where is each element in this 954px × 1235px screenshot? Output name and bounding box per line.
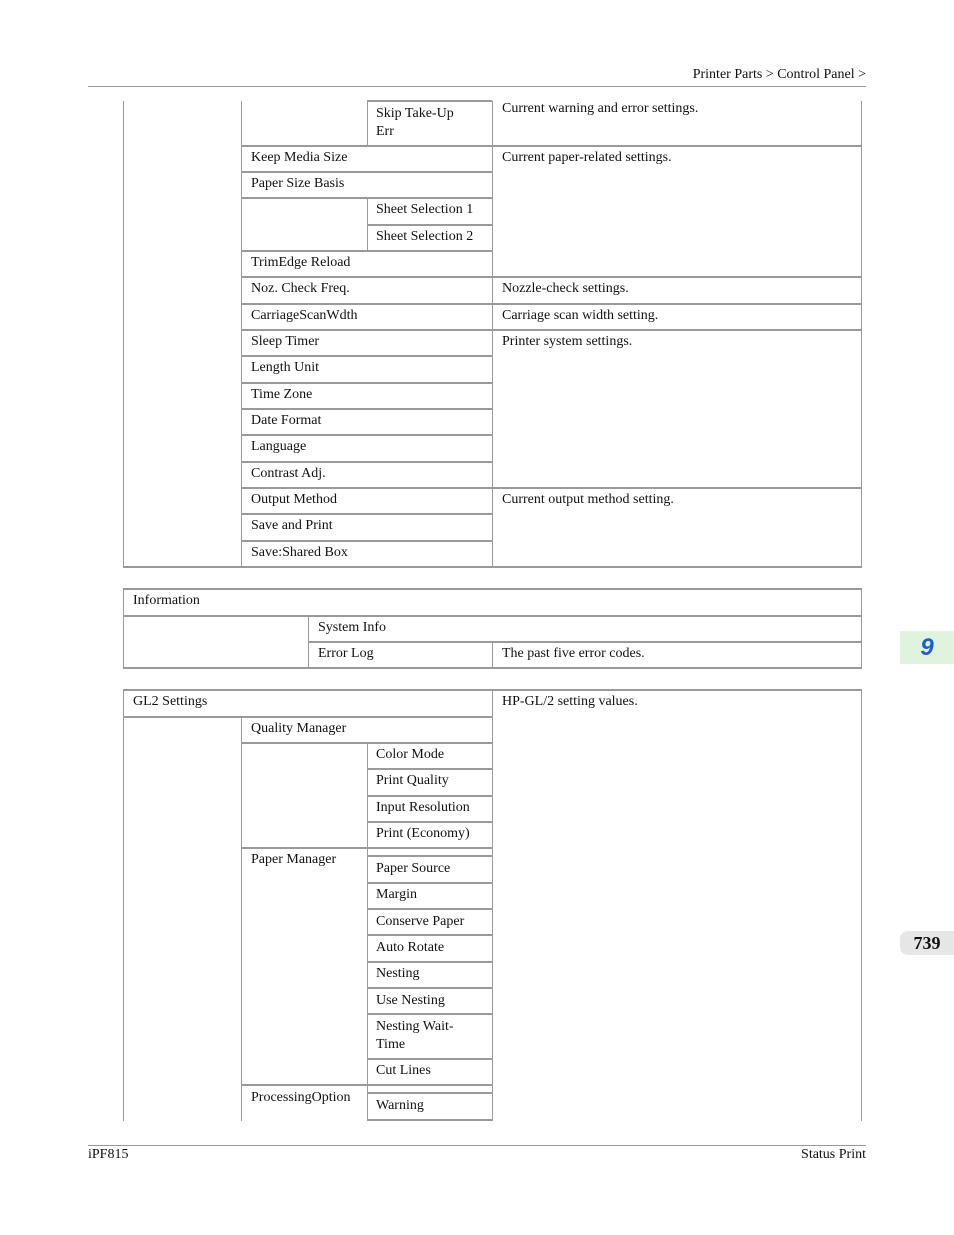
table3-rule [367, 908, 492, 910]
menu-item-output-method: Output Method [251, 492, 337, 507]
menu-item-keep-media-size: Keep Media Size [251, 150, 348, 165]
menu-item-paper-size-basis: Paper Size Basis [251, 176, 345, 191]
table1-border-right [861, 101, 862, 567]
description: Current warning and error settings. [502, 101, 699, 116]
table3-rule [367, 987, 492, 989]
page-number-tab: 739 [900, 931, 954, 955]
table1-rule [241, 540, 492, 542]
menu-item-margin: Margin [376, 887, 417, 902]
table1-rule [241, 276, 861, 278]
menu-item-auto-rotate: Auto Rotate [376, 940, 445, 955]
table1-rule [241, 145, 861, 147]
table3-rule [367, 821, 492, 823]
description: Current paper-related settings. [502, 150, 672, 165]
menu-item-processing-option: ProcessingOption [251, 1090, 351, 1105]
description: Current output method setting. [502, 492, 674, 507]
menu-item-skip-take-up-err: Skip Take-Up Err [376, 106, 454, 139]
menu-item-time-zone: Time Zone [251, 387, 313, 402]
chapter-tab[interactable]: 9 [900, 631, 954, 664]
footer-model: iPF815 [88, 1147, 129, 1162]
description: Carriage scan width setting. [502, 308, 659, 323]
table2-border-left [123, 588, 124, 668]
table-title-information: Information [133, 593, 200, 608]
menu-item-save-and-print: Save and Print [251, 518, 333, 533]
table3-rule [367, 961, 492, 963]
table1-rule [241, 513, 492, 515]
footer-rule [88, 1145, 866, 1146]
table1-rule [367, 100, 492, 102]
table1-rule [367, 224, 492, 226]
table-title-gl2-settings: GL2 Settings [133, 694, 208, 709]
menu-item-sleep-timer: Sleep Timer [251, 334, 320, 349]
table3-divider-1 [241, 716, 242, 1121]
table3-rule [241, 1084, 492, 1086]
menu-item-language: Language [251, 439, 307, 454]
table3-rule [367, 1058, 492, 1060]
table1-rule [123, 566, 862, 568]
table2-divider-1 [308, 615, 309, 668]
menu-item-warning: Warning [376, 1098, 424, 1113]
table3-rule [367, 1092, 492, 1094]
breadcrumb: Printer Parts > Control Panel > [692, 67, 866, 82]
table3-rule [123, 716, 492, 718]
table2-rule [308, 641, 861, 643]
menu-item-contrast-adj: Contrast Adj. [251, 466, 326, 481]
menu-item-nesting: Nesting [376, 966, 420, 981]
menu-item-system-info: System Info [318, 620, 387, 635]
table1-border-left [123, 101, 124, 567]
table3-rule [367, 1013, 492, 1015]
menu-item-sheet-selection-2: Sheet Selection 2 [376, 229, 474, 244]
table1-rule [241, 434, 492, 436]
table3-rule [241, 847, 492, 849]
table1-divider-2a [367, 101, 368, 146]
footer-section: Status Print [801, 1147, 866, 1162]
table1-divider-3 [492, 101, 493, 567]
table3-rule [367, 795, 492, 797]
menu-item-conserve-paper: Conserve Paper [376, 914, 465, 929]
header-rule [88, 86, 866, 87]
menu-item-carriagescanwdth: CarriageScanWdth [251, 308, 358, 323]
table3-border-right [861, 689, 862, 1121]
menu-item-use-nesting: Use Nesting [376, 993, 445, 1008]
table1-rule [241, 382, 492, 384]
menu-item-save-shared-box: Save:Shared Box [251, 545, 348, 560]
table3-rule [123, 689, 862, 691]
table3-rule [367, 855, 492, 857]
menu-item-quality-manager: Quality Manager [251, 721, 347, 736]
menu-item-paper-manager: Paper Manager [251, 852, 337, 867]
menu-item-print-economy: Print (Economy) [376, 826, 470, 841]
table3-rule [367, 768, 492, 770]
table1-rule [241, 329, 861, 331]
table1-rule [241, 408, 492, 410]
table2-border-right [861, 588, 862, 668]
table2-rule [123, 615, 862, 617]
table3-divider-3 [492, 689, 493, 1121]
table2-divider-2 [492, 641, 493, 668]
table1-rule [241, 487, 861, 489]
table1-rule [241, 250, 492, 252]
menu-item-print-quality: Print Quality [376, 773, 449, 788]
table1-rule [241, 355, 492, 357]
table1-rule [241, 461, 492, 463]
menu-item-trimedge-reload: TrimEdge Reload [251, 255, 351, 270]
menu-item-noz-check-freq: Noz. Check Freq. [251, 281, 350, 296]
table3-rule [367, 934, 492, 936]
menu-item-length-unit: Length Unit [251, 360, 320, 375]
table1-rule [241, 171, 492, 173]
menu-item-sheet-selection-1: Sheet Selection 1 [376, 202, 474, 217]
menu-item-input-resolution: Input Resolution [376, 800, 470, 815]
menu-item-cut-lines: Cut Lines [376, 1063, 431, 1078]
menu-item-paper-source: Paper Source [376, 861, 451, 876]
menu-item-date-format: Date Format [251, 413, 322, 428]
table3-border-left [123, 689, 124, 1121]
menu-item-color-mode: Color Mode [376, 747, 445, 762]
menu-item-nesting-wait-time: Nesting Wait- Time [376, 1019, 454, 1052]
table1-rule [241, 197, 492, 199]
table1-rule [241, 303, 861, 305]
table2-rule [123, 588, 862, 590]
description: Printer system settings. [502, 334, 633, 349]
table3-divider-2 [367, 742, 368, 1121]
description: HP-GL/2 setting values. [502, 694, 638, 709]
menu-item-error-log: Error Log [318, 646, 374, 661]
description: The past five error codes. [502, 646, 645, 661]
table3-rule [367, 882, 492, 884]
table3-rule [241, 742, 492, 744]
table3-rule [367, 1119, 492, 1121]
description: Nozzle-check settings. [502, 281, 629, 296]
